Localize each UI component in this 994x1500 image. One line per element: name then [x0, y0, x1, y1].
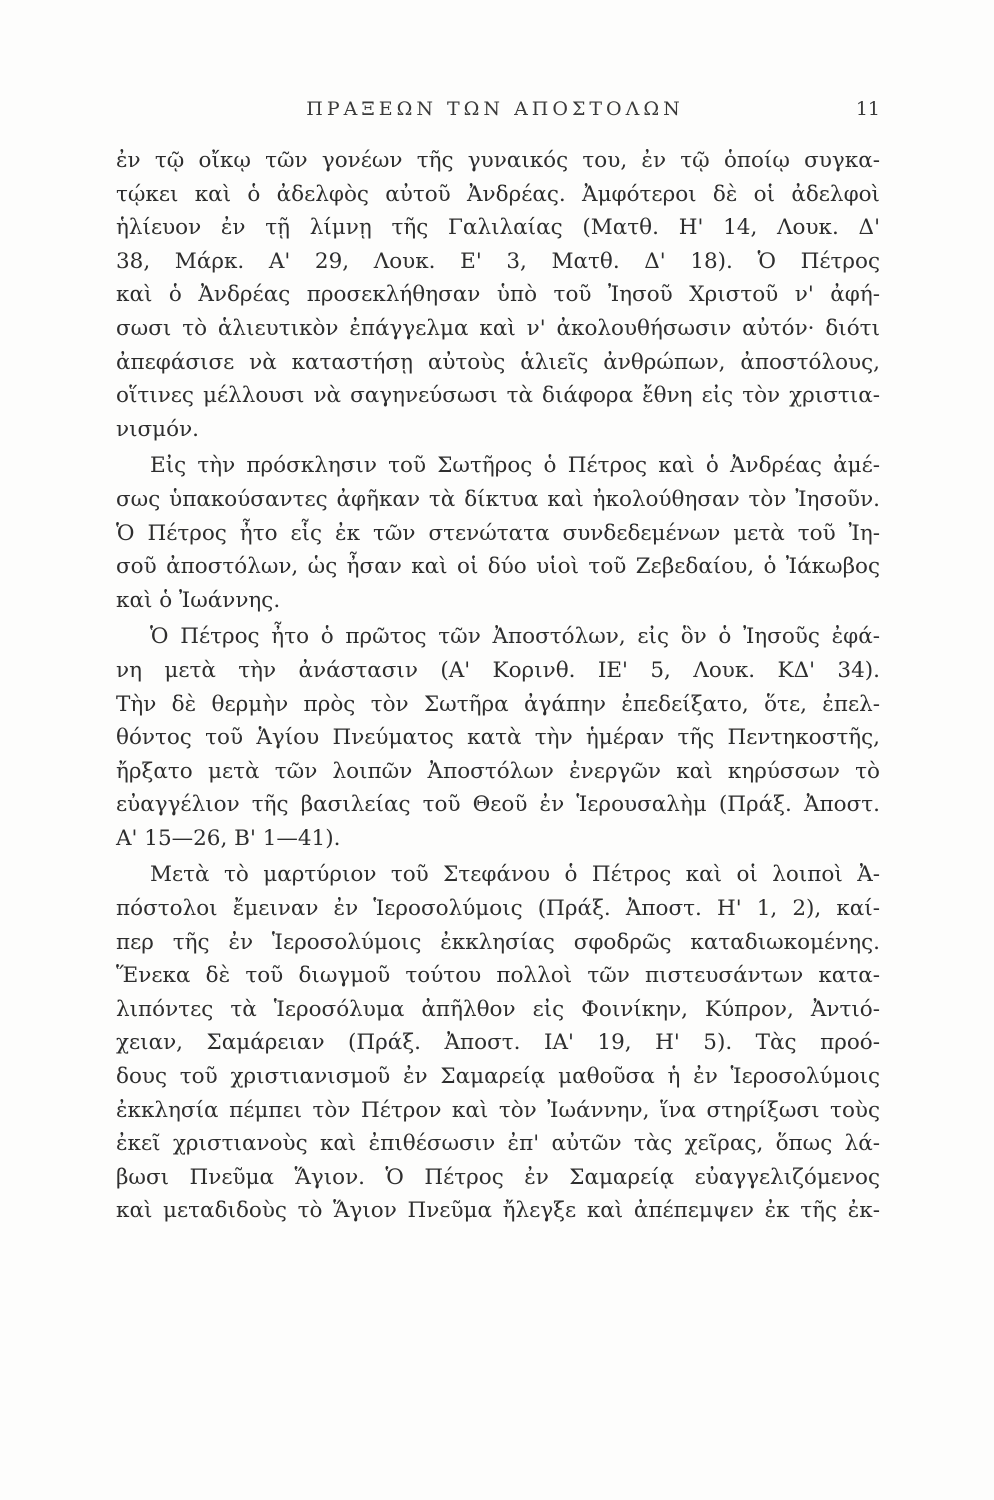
paragraph-2 — [116, 449, 880, 617]
text-line: σωσι τὸ ἁλιευτικὸν ἐπάγγελμα καὶ ν' ἀκολουθήσωσιν αὐτόν· διότι — [116, 315, 880, 341]
text-line: θόντος τοῦ Ἁγίου Πνεύματος κατὰ τὴν ἡμέραν τῆς Πεντηκοστῆς, — [116, 725, 880, 751]
text-line: καὶ ὁ Ἰωάννης. — [116, 587, 281, 613]
text-line: ἤρξατο μετὰ τῶν λοιπῶν Ἀποστόλων ἐνεργῶν καὶ κηρύσσων τὸ — [116, 758, 880, 784]
text-line: Α' 15—26, Β' 1—41). — [116, 825, 341, 851]
text-line: δους τοῦ χριστιανισμοῦ ἐν Σαμαρείᾳ μαθοῦσα ἡ ἐν Ἱεροσολύμοις — [116, 1064, 880, 1090]
text-line: χειαν, Σαμάρειαν (Πράξ. Ἀποστ. ΙΑ' 19, Η' 5). Τὰς προό- — [116, 1030, 880, 1056]
text-line: πόστολοι ἔμειναν ἐν Ἱεροσολύμοις (Πράξ. Ἀποστ. Η' 1, 2), καί- — [116, 896, 880, 922]
page-header — [110, 98, 880, 128]
text-line: εὐαγγέλιον τῆς βασιλείας τοῦ Θεοῦ ἐν Ἱερουσαλὴμ (Πράξ. Ἀποστ. — [116, 792, 880, 818]
text-line: Ὁ Πέτρος ἦτο ὁ πρῶτος τῶν Ἀποστόλων, εἰς ὃν ὁ Ἰησοῦς ἐφά- — [150, 624, 880, 650]
text-line: νισμόν. — [116, 416, 199, 442]
text-line: βωσι Πνεῦμα Ἅγιον. Ὁ Πέτρος ἐν Σαμαρείᾳ εὐαγγελιζόμενος — [116, 1164, 880, 1190]
paragraph-3 — [116, 620, 880, 855]
text-line: τῴκει καὶ ὁ ἀδελφὸς αὐτοῦ Ἀνδρέας. Ἀμφότεροι δὲ οἱ ἀδελφοὶ — [116, 181, 880, 207]
text-line: σως ὑπακούσαντες ἀφῆκαν τὰ δίκτυα καὶ ἠκολούθησαν τὸν Ἰησοῦν. — [116, 486, 880, 512]
text-line: Μετὰ τὸ μαρτύριον τοῦ Στεφάνου ὁ Πέτρος καὶ οἱ λοιποὶ Ἀ- — [150, 862, 880, 888]
text-line: ἐκκλησία πέμπει τὸν Πέτρον καὶ τὸν Ἰωάννην, ἵνα στηρίξωσι τοὺς — [116, 1097, 880, 1123]
text-line: Ὁ Πέτρος ἦτο εἷς ἐκ τῶν στενώτατα συνδεδεμένων μετὰ τοῦ Ἰη- — [116, 520, 880, 546]
text-line: νη μετὰ τὴν ἀνάστασιν (Α' Κορινθ. ΙΕ' 5, Λουκ. ΚΔ' 34). — [116, 657, 880, 683]
page-number: 11 — [855, 98, 880, 120]
text-line: καὶ μεταδιδοὺς τὸ Ἅγιον Πνεῦμα ἤλεγξε καὶ ἀπέπεμψεν ἐκ τῆς ἐκ- — [116, 1198, 880, 1224]
running-title: ΠΡΑΞΕΩΝ ΤΩΝ ΑΠΟΣΤΟΛΩΝ — [306, 98, 684, 120]
paragraph-1 — [116, 144, 880, 446]
text-line: ἡλίευον ἐν τῇ λίμνῃ τῆς Γαλιλαίας (Ματθ. Η' 14, Λουκ. Δ' — [116, 215, 880, 241]
text-line: λιπόντες τὰ Ἱεροσόλυμα ἀπῆλθον εἰς Φοινίκην, Κύπρον, Ἀντιό- — [116, 996, 880, 1022]
text-line: Τὴν δὲ θερμὴν πρὸς τὸν Σωτῆρα ἀγάπην ἐπεδείξατο, ὅτε, ἐπελ- — [116, 691, 880, 717]
text-line: σοῦ ἀποστόλων, ὡς ἦσαν καὶ οἱ δύο υἱοὶ τοῦ Ζεβεδαίου, ὁ Ἰάκωβος — [116, 554, 880, 580]
text-line: 38, Μάρκ. Α' 29, Λουκ. Ε' 3, Ματθ. Δ' 18). Ὁ Πέτρος — [116, 248, 880, 274]
text-line: οἵτινες μέλλουσι νὰ σαγηνεύσωσι τὰ διάφορα ἔθνη εἰς τὸν χριστια- — [116, 383, 880, 409]
text-line: ἀπεφάσισε νὰ καταστήσῃ αὐτοὺς ἁλιεῖς ἀνθρώπων, ἀποστόλους, — [116, 349, 880, 375]
text-line: Εἰς τὴν πρόσκλησιν τοῦ Σωτῆρος ὁ Πέτρος καὶ ὁ Ἀνδρέας ἀμέ- — [150, 453, 880, 479]
text-line: ἐν τῷ οἴκῳ τῶν γονέων τῆς γυναικός του, ἐν τῷ ὁποίῳ συγκα- — [116, 148, 880, 173]
text-line: Ἕνεκα δὲ τοῦ διωγμοῦ τούτου πολλοὶ τῶν πιστευσάντων κατα- — [116, 963, 880, 989]
text-line: καὶ ὁ Ἀνδρέας προσεκλήθησαν ὑπὸ τοῦ Ἰησοῦ Χριστοῦ ν' ἀφή- — [116, 282, 880, 308]
text-line: ἐκεῖ χριστιανοὺς καὶ ἐπιθέσωσιν ἐπ' αὐτῶν τὰς χεῖρας, ὅπως λά- — [116, 1131, 880, 1157]
paragraph-4 — [116, 858, 880, 1228]
body-text — [116, 144, 880, 1231]
text-line: περ τῆς ἐν Ἱεροσολύμοις ἐκκλησίας σφοδρῶς καταδιωκομένης. — [116, 929, 880, 955]
